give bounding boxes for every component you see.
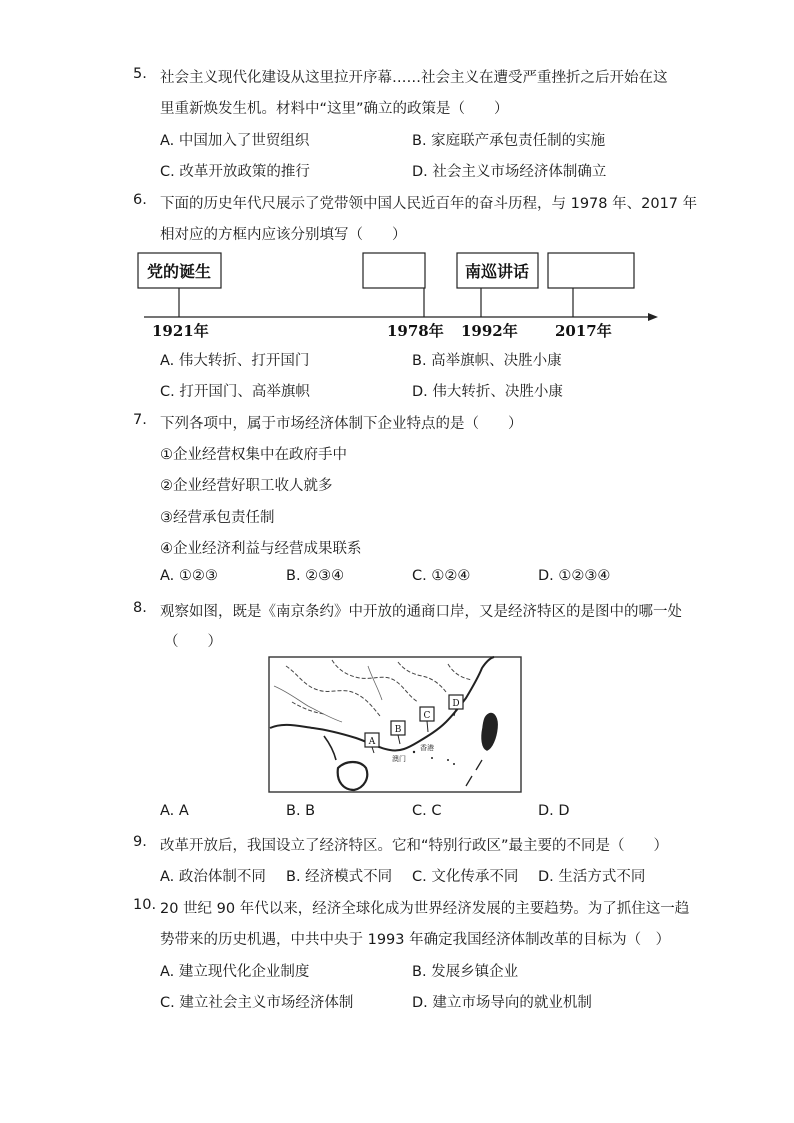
q9-option-a[interactable]: A. 政治体制不同 — [160, 869, 266, 885]
q10-stem-line2: 势带来的历史机遇，中共中央于 1993 年确定我国经济体制改革的目标为（ ） — [160, 932, 671, 948]
q7-option-a[interactable]: A. ①②③ — [160, 568, 218, 584]
q6-option-b[interactable]: B. 高举旗帜、决胜小康 — [412, 353, 562, 369]
q9-number: 9. — [133, 834, 147, 850]
q7-option-d[interactable]: D. ①②③④ — [538, 568, 611, 584]
q8-option-d[interactable]: D. D — [538, 803, 570, 819]
q5-number: 5. — [133, 66, 147, 82]
q8-option-b[interactable]: B. B — [286, 803, 316, 819]
q6-option-d[interactable]: D. 伟大转折、决胜小康 — [412, 384, 563, 400]
map-label-hongkong: 香港 — [420, 744, 434, 752]
q6-option-a[interactable]: A. 伟大转折、打开国门 — [160, 353, 310, 369]
q5-option-a[interactable]: A. 中国加入了世贸组织 — [160, 133, 310, 149]
map-label-c: C — [423, 711, 431, 721]
timeline-year-1992: 1992年 — [461, 322, 518, 340]
q10-option-c[interactable]: C. 建立社会主义市场经济体制 — [160, 995, 354, 1011]
q7-option-b[interactable]: B. ②③④ — [286, 568, 345, 584]
map-label-b: B — [394, 725, 402, 735]
q6-timeline — [130, 248, 670, 343]
map-label-macau: 澳门 — [392, 755, 406, 763]
q10-option-b[interactable]: B. 发展乡镇企业 — [412, 964, 519, 980]
q7-item-3: ③经营承包责任制 — [160, 510, 275, 526]
q5-option-b[interactable]: B. 家庭联产承包责任制的实施 — [412, 133, 606, 149]
q10-option-a[interactable]: A. 建立现代化企业制度 — [160, 964, 310, 980]
timeline-year-1978: 1978年 — [387, 322, 444, 340]
q8-number: 8. — [133, 600, 147, 616]
q8-stem-line1: 观察如图，既是《南京条约》中开放的通商口岸，又是经济特区的是图中的哪一处 — [160, 604, 682, 620]
timeline-year-2017: 2017年 — [555, 322, 612, 340]
q8-option-c[interactable]: C. C — [412, 803, 442, 819]
q9-option-d[interactable]: D. 生活方式不同 — [538, 869, 646, 885]
timeline-box-2017 — [548, 253, 634, 288]
q7-item-1: ①企业经营权集中在政府手中 — [160, 447, 347, 463]
q5-stem-line1: 社会主义现代化建设从这里拉开序幕……社会主义在遭受严重挫折之后开始在这 — [160, 70, 668, 86]
q6-stem-line1: 下面的历史年代尺展示了党带领中国人民近百年的奋斗历程，与 1978 年、2017 年 — [160, 196, 698, 212]
q5-option-c[interactable]: C. 改革开放政策的推行 — [160, 164, 310, 180]
q9-option-b[interactable]: B. 经济模式不同 — [286, 869, 393, 885]
q6-number: 6. — [133, 192, 147, 208]
q8-map — [268, 656, 523, 794]
map-label-a: A — [368, 737, 376, 747]
timeline-box-label-1921: 党的诞生 — [146, 262, 212, 281]
q7-number: 7. — [133, 412, 147, 428]
q7-item-2: ②企业经营好职工收人就多 — [160, 478, 333, 494]
timeline-box-1978 — [363, 253, 425, 288]
q8-stem-line2: （ ） — [164, 634, 222, 650]
q10-number: 10. — [133, 897, 157, 913]
q5-stem-line2: 里重新焕发生机。材料中“这里”确立的政策是（ ） — [160, 101, 509, 117]
timeline-arrow-icon — [648, 313, 658, 321]
q6-option-c[interactable]: C. 打开国门、高举旗帜 — [160, 384, 310, 400]
q6-stem-line2: 相对应的方框内应该分别填写（ ） — [160, 227, 407, 243]
q8-option-a[interactable]: A. A — [160, 803, 189, 819]
q7-option-c[interactable]: C. ①②④ — [412, 568, 471, 584]
q7-item-4: ④企业经济利益与经营成果联系 — [160, 541, 362, 557]
q5-option-d[interactable]: D. 社会主义市场经济体制确立 — [412, 164, 607, 180]
q9-stem-line1: 改革开放后，我国设立了经济特区。它和“特别行政区”最主要的不同是（ ） — [160, 838, 669, 854]
timeline-box-label-1992: 南巡讲话 — [464, 262, 530, 281]
q10-stem-line1: 20 世纪 90 年代以来，经济全球化成为世界经济发展的主要趋势。为了抓住这一趋 — [160, 901, 690, 917]
q9-option-c[interactable]: C. 文化传承不同 — [412, 869, 519, 885]
map-label-d: D — [452, 699, 460, 709]
timeline-year-1921: 1921年 — [152, 322, 209, 340]
q7-stem-line1: 下列各项中，属于市场经济体制下企业特点的是（ ） — [160, 416, 523, 432]
q10-option-d[interactable]: D. 建立市场导向的就业机制 — [412, 995, 592, 1011]
